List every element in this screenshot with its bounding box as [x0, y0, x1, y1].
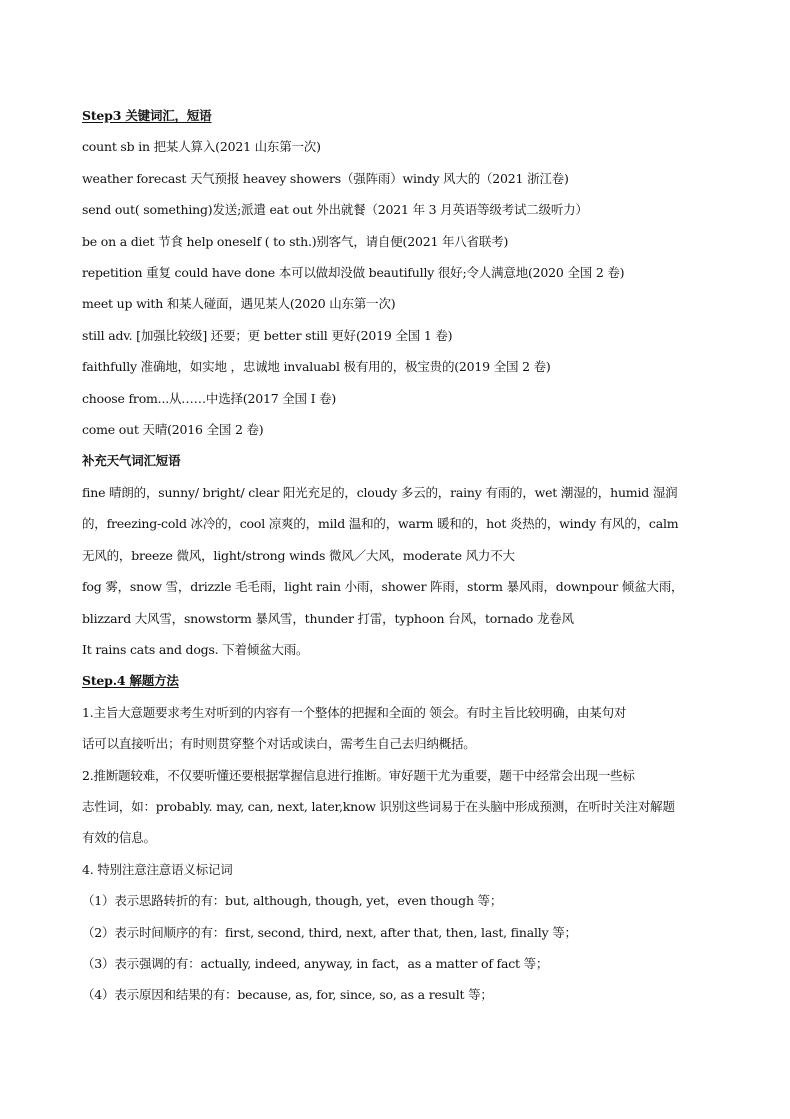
weather-line-3: 无风的，breeze 微风，light/strong winds 微风／大风，moderate 风力不大	[82, 547, 515, 563]
weather-heading: 补充天气词汇短语	[82, 453, 181, 469]
weather-line-1: fine 晴朗的，sunny/ bright/ clear 阳光充足的，cloudy 多云的，rainy 有雨的，wet 潮湿的，humid 湿润	[82, 484, 678, 500]
step3-item-2: weather forecast 天气预报 heavey showers（强阵雨）windy 风大的（2021 浙江卷)	[82, 170, 569, 186]
step3-item-8: faithfully 准确地，如实地 ，忠诚地 invaluabl 极有用的，极宝贵的(2019 全国 2 卷)	[82, 359, 551, 375]
weather-line-6: It rains cats and dogs. 下着倾盆大雨。	[82, 641, 309, 657]
step4-line-9: （3）表示强调的有：actually, indeed, anyway, in fact，as a matter of fact 等；	[82, 955, 549, 971]
step4-line-5: 有效的信息。	[82, 830, 156, 846]
step4-heading: Step.4 解题方法	[82, 673, 179, 689]
step4-line-8: （2）表示时间顺序的有：first, second, third, next, after that, then, last, finally 等；	[82, 924, 577, 940]
step3-item-10: come out 天晴(2016 全国 2 卷)	[82, 422, 264, 438]
step4-line-6: 4. 特别注意注意语义标记词	[82, 861, 233, 877]
step3-item-5: repetition 重复 could have done 本可以做却没做 beautifully 很好;令人满意地(2020 全国 2 卷)	[82, 265, 625, 281]
step4-line-1: 1.主旨大意题要求考生对听到的内容有一个整体的把握和全面的 领会。有时主旨比较明确，由某句对	[82, 704, 627, 720]
step3-item-9: choose from...从……中选择(2017 全国 I 卷)	[82, 390, 337, 406]
weather-line-2: 的，freezing-cold 冰冷的，cool 凉爽的，mild 温和的，warm 暖和的，hot 炎热的，windy 有风的，calm	[82, 516, 679, 532]
document-page	[82, 100, 712, 1011]
step4-line-2: 话可以直接听出；有时则贯穿整个对话或读白，需考生自己去归纳概括。	[82, 736, 476, 752]
step3-item-3: send out( something)发送;派遣 eat out 外出就餐（2021 年 3 月英语等级考试二级听力）	[82, 202, 588, 218]
step4-line-4: 志性词，如：probably. may, can, next, later,know 识别这些词易于在头脑中形成预测，在听时关注对解题	[82, 798, 675, 814]
step3-item-6: meet up with 和某人碰面，遇见某人(2020 山东第一次)	[82, 296, 396, 312]
step3-item-4: be on a diet 节食 help oneself ( to sth.)别客气，请自便(2021 年八省联考)	[82, 233, 509, 249]
step4-line-7: （1）表示思路转折的有：but, although, though, yet，even though 等；	[82, 893, 503, 909]
weather-line-5: blizzard 大风雪，snowstorm 暴风雪，thunder 打雷，typhoon 台风，tornado 龙卷风	[82, 610, 574, 626]
step3-item-7: still adv. [加强比较级] 还要；更 better still 更好(2019 全国 1 卷)	[82, 327, 453, 343]
step3-heading: Step3 关键词汇，短语	[82, 108, 212, 123]
weather-line-4: fog 雾，snow 雪，drizzle 毛毛雨，light rain 小雨，shower 阵雨，storm 暴风雨，downpour 倾盆大雨，	[82, 579, 684, 595]
step4-line-10: （4）表示原因和结果的有：because, as, for, since, so, as a result 等；	[82, 987, 493, 1003]
step3-item-1: count sb in 把某人算入(2021 山东第一次)	[82, 139, 321, 155]
step4-line-3: 2.推断题较难，不仅要听懂还要根据掌握信息进行推断。审好题干尤为重要，题干中经常会出现一些标	[82, 767, 635, 783]
